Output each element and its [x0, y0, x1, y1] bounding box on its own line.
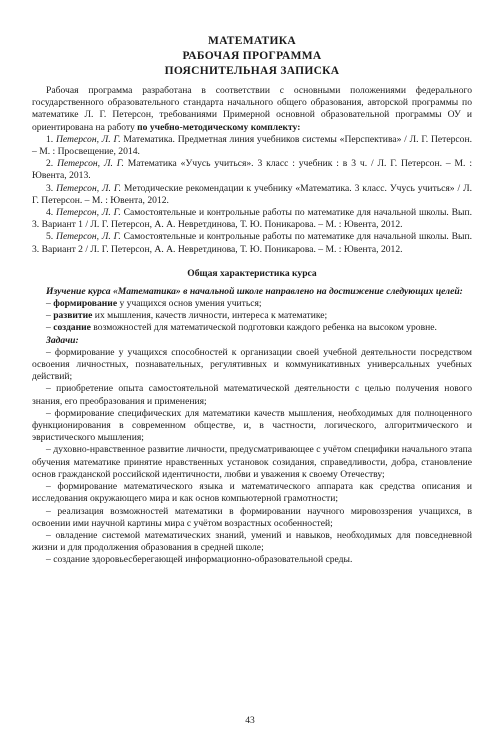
- kit-item-number: 3.: [46, 182, 57, 194]
- kit-item: [32, 158, 472, 182]
- kit-item: [32, 231, 472, 255]
- goal-item: [32, 322, 472, 334]
- task-item: – духовно-нравственное развитие личности, предусматривающее с учётом специфики начального этапа обучения математике принятие нравственных установок созидания, справедливости, добра, становление основ гражданской российской идентичности, любви и уважения к своему Отечеству;: [32, 444, 472, 480]
- tasks-label: Задачи:: [46, 334, 79, 346]
- kit-item-text: Методические рекомендации к учебнику «Математика. 3 класс. Учусь учиться» / Л. Г. Петерсон. – М. : Ювента, 2012.: [32, 182, 473, 206]
- kit-item-author: Петерсон, Л. Г.: [56, 231, 121, 243]
- intro-text: Рабочая программа разработана в соответствии с основными положениями федерального государственного образовательного стандарта начального общего образования, авторской программы по математике Л. Г. Петерсон, требованиями Примерной основной образовательной программы ОУ и ориентирована на работу: [32, 85, 472, 133]
- goal-prefix: –: [46, 310, 54, 322]
- kit-item-author: Петерсон, Л. Г.: [56, 207, 121, 219]
- task-item: – приобретение опыта самостоятельной математической деятельности с целью получения нового знания, его преобразования и применения;: [32, 383, 472, 407]
- program-title: РАБОЧАЯ ПРОГРАММА: [182, 50, 322, 62]
- kit-item-number: 2.: [46, 158, 58, 170]
- kit-item: [32, 134, 472, 158]
- kit-item: [32, 207, 472, 231]
- kit-item-author: Петерсон, Л. Г.: [57, 158, 124, 170]
- kit-item: [32, 183, 472, 207]
- task-item: – овладение системой математических знаний, умений и навыков, необходимых для повседневной жизни и для продолжения образования в средней школе;: [32, 529, 472, 554]
- task-item: – формирование специфических для математики качеств мышления, необходимых для полноценного функционирования в современном обществе, и, в частности, логического, алгоритмического и эвристического мышления;: [32, 407, 472, 444]
- goal-item: [32, 298, 472, 310]
- tasks-list: [32, 347, 472, 567]
- goal-text: у учащихся основ умения учиться;: [117, 298, 262, 310]
- kit-item-text: Самостоятельные и контрольные работы по математике для начальной школы. Вып. 3. Вариант 2 / Л. Г. Петерсон, А. А. Невретдинова, Т. Ю. Поникарова. – М. : Ювента, 2012.: [32, 231, 473, 255]
- goal-prefix: –: [46, 322, 54, 334]
- goal-text: их мышления, качеств личности, интереса к математике;: [92, 310, 328, 322]
- kit-item-text: Самостоятельные и контрольные работы по математике для начальной школы. Вып. 3. Вариант 1 / Л. Г. Петерсон, А. А. Невретдинова, Т. Ю. Поникарова. – М. : Ювента, 2012.: [32, 207, 473, 231]
- intro-bold: по учебно-методическому комплекту:: [137, 121, 301, 133]
- task-item: – формирование математического языка и математического аппарата как средства описания и исследования окружающего мира и как основ компьютерной грамотности;: [32, 481, 472, 505]
- goal-item: [32, 310, 472, 322]
- note-title: ПОЯСНИТЕЛЬНАЯ ЗАПИСКА: [164, 65, 340, 77]
- goal-keyword: формирование: [53, 298, 118, 310]
- kit-item-author: Петерсон, Л. Г.: [55, 133, 121, 145]
- task-item: – формирование у учащихся способностей к организации своей учебной деятельности посредством освоения личностных, познавательных, регулятивных и коммуникативных универсальных учебных действий;: [32, 346, 472, 383]
- goal-prefix: –: [46, 298, 54, 310]
- goal-text: возможностей для математической подготовки каждого ребенка на высоком уровне.: [90, 322, 437, 334]
- kit-item-number: 4.: [46, 207, 57, 219]
- goal-keyword: развитие: [53, 310, 93, 322]
- kit-item-number: 1.: [46, 133, 56, 145]
- goals-intro: Изучение курса «Математика» в начальной школе направлено на достижение следующих целей:: [46, 285, 463, 297]
- kit-item-number: 5.: [46, 231, 57, 243]
- section-title: Общая характеристика курса: [187, 267, 317, 279]
- page-number: 43: [245, 715, 255, 726]
- kit-item-author: Петерсон, Л. Г.: [56, 182, 122, 194]
- kit-item-text: Математика. Предметная линия учебников системы «Перспектива» / Л. Г. Петерсон. – М. : Просвещение, 2014.: [32, 133, 473, 158]
- goals-list: [32, 298, 472, 335]
- subject-title: МАТЕМАТИКА: [208, 35, 296, 47]
- kit-item-text: Математика «Учусь учиться». 3 класс : учебник : в 3 ч. / Л. Г. Петерсон. – М. : Ювента, 2013.: [32, 158, 472, 182]
- kit-list: [32, 134, 472, 256]
- intro-paragraph: [32, 85, 472, 134]
- task-item: – создание здоровьесберегающей информационно-образовательной среды.: [46, 554, 353, 566]
- goal-keyword: создание: [53, 322, 91, 334]
- task-item: – реализация возможностей математики в формировании научного мировоззрения учащихся, в освоении ими научной картины мира с учётом возрастных особенностей;: [32, 505, 472, 529]
